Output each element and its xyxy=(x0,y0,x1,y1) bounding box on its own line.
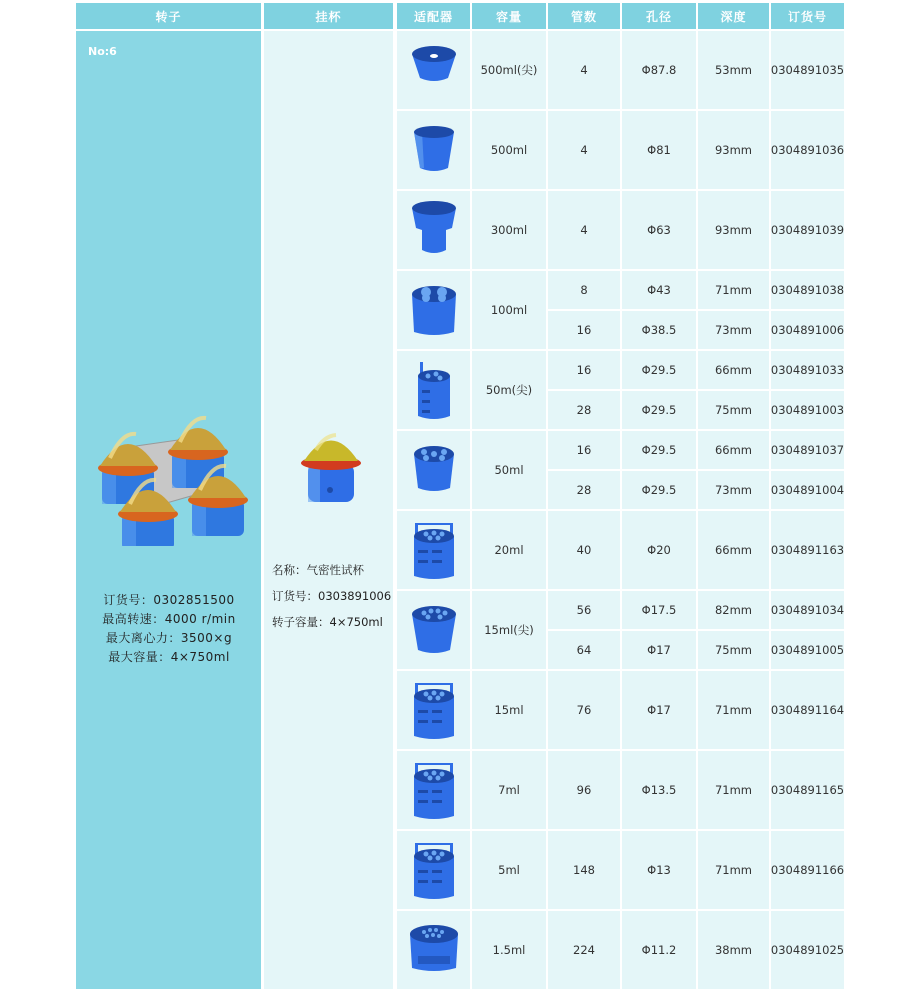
tubes-cell: 76 xyxy=(548,671,620,749)
bucket-info xyxy=(272,557,391,635)
tubes-cell: 4 xyxy=(548,111,620,189)
adapter-rack-4-icon xyxy=(398,272,470,348)
bore-cell: Φ13.5 xyxy=(622,751,696,829)
rotor-image xyxy=(76,386,261,546)
capacity-cell: 300ml xyxy=(472,191,546,269)
adapter-cone-tip-icon xyxy=(398,32,470,108)
order-number-cell: 0304891004 xyxy=(771,471,844,509)
capacity-cell: 500ml(尖) xyxy=(472,31,546,109)
order-number-cell: 0304891164 xyxy=(771,671,844,749)
adapter-image-8 xyxy=(397,671,470,749)
tubes-cell: 16 xyxy=(548,351,620,389)
bore-cell: Φ29.5 xyxy=(622,351,696,389)
adapter-image-11 xyxy=(397,911,470,989)
bore-cell: Φ17 xyxy=(622,671,696,749)
adapter-rack-handles-icon xyxy=(398,512,470,588)
order-number-cell: 0304891025 xyxy=(771,911,844,989)
depth-cell: 71mm xyxy=(698,671,769,749)
adapter-image-1 xyxy=(397,111,470,189)
bucket-info-line: 转子容量：4×750ml xyxy=(272,615,383,629)
adapter-rack-dense-icon xyxy=(398,912,470,988)
tubes-cell: 28 xyxy=(548,471,620,509)
adapter-rack-handles-icon xyxy=(398,672,470,748)
order-number-cell: 0304891003 xyxy=(771,391,844,429)
order-number-cell: 0304891163 xyxy=(771,511,844,589)
order-number-cell: 0304891034 xyxy=(771,591,844,629)
capacity-cell: 15ml(尖) xyxy=(472,591,546,669)
depth-cell: 93mm xyxy=(698,191,769,269)
bore-cell: Φ13 xyxy=(622,831,696,909)
bucket-image xyxy=(264,426,393,506)
adapter-image-9 xyxy=(397,751,470,829)
tubes-cell: 8 xyxy=(548,271,620,309)
header-capacity: 容量 xyxy=(472,3,546,29)
order-number-cell: 0304891038 xyxy=(771,271,844,309)
capacity-cell: 50ml xyxy=(472,431,546,509)
rotor-panel xyxy=(76,31,261,989)
order-number-cell: 0304891033 xyxy=(771,351,844,389)
tubes-cell: 56 xyxy=(548,591,620,629)
order-number-cell: 0304891005 xyxy=(771,631,844,669)
bore-cell: Φ43 xyxy=(622,271,696,309)
capacity-cell: 100ml xyxy=(472,271,546,349)
adapter-rack-7-icon xyxy=(398,432,470,508)
capacity-cell: 7ml xyxy=(472,751,546,829)
depth-cell: 66mm xyxy=(698,431,769,469)
header-bore: 孔径 xyxy=(622,3,696,29)
tubes-cell: 148 xyxy=(548,831,620,909)
adapter-rack-handles-icon xyxy=(398,752,470,828)
capacity-cell: 50m(尖) xyxy=(472,351,546,429)
rotor-info xyxy=(76,591,262,667)
adapter-cup-icon xyxy=(398,112,470,188)
bucket-info-line: 订货号：0303891006 xyxy=(272,589,392,603)
adapter-stepped-cup-icon xyxy=(398,192,470,268)
depth-cell: 93mm xyxy=(698,111,769,189)
bucket-info-line: 名称：气密性试杯 xyxy=(272,563,364,577)
bore-cell: Φ63 xyxy=(622,191,696,269)
bucket-panel xyxy=(264,31,393,989)
tubes-cell: 96 xyxy=(548,751,620,829)
capacity-cell: 15ml xyxy=(472,671,546,749)
depth-cell: 75mm xyxy=(698,631,769,669)
depth-cell: 66mm xyxy=(698,351,769,389)
order-number-cell: 0304891036 xyxy=(771,111,844,189)
rotor-info-line: 最大容量：4×750ml xyxy=(108,650,230,664)
depth-cell: 38mm xyxy=(698,911,769,989)
adapter-image-3 xyxy=(397,271,470,349)
depth-cell: 53mm xyxy=(698,31,769,109)
rotor-info-line: 订货号：0302851500 xyxy=(103,593,235,607)
bore-cell: Φ38.5 xyxy=(622,311,696,349)
header-tubes: 管数 xyxy=(548,3,620,29)
tubes-cell: 4 xyxy=(548,31,620,109)
depth-cell: 71mm xyxy=(698,271,769,309)
adapter-image-5 xyxy=(397,431,470,509)
capacity-cell: 500ml xyxy=(472,111,546,189)
depth-cell: 71mm xyxy=(698,751,769,829)
header-order: 订货号 xyxy=(771,3,844,29)
tubes-cell: 4 xyxy=(548,191,620,269)
capacity-cell: 20ml xyxy=(472,511,546,589)
bore-cell: Φ17.5 xyxy=(622,591,696,629)
adapter-image-6 xyxy=(397,511,470,589)
order-number-cell: 0304891035 xyxy=(771,31,844,109)
depth-cell: 75mm xyxy=(698,391,769,429)
rotor-info-line: 最高转速：4000 r/min xyxy=(102,612,236,626)
depth-cell: 73mm xyxy=(698,311,769,349)
order-number-cell: 0304891166 xyxy=(771,831,844,909)
depth-cell: 73mm xyxy=(698,471,769,509)
adapter-rack-cone-icon xyxy=(398,592,470,668)
header-bucket: 挂杯 xyxy=(264,3,393,29)
order-number-cell: 0304891006 xyxy=(771,311,844,349)
order-number-cell: 0304891037 xyxy=(771,431,844,469)
bore-cell: Φ20 xyxy=(622,511,696,589)
header-rotor: 转子 xyxy=(76,3,261,29)
rotor-info-line: 最大离心力：3500×g xyxy=(105,631,233,645)
bore-cell: Φ29.5 xyxy=(622,431,696,469)
tubes-cell: 16 xyxy=(548,311,620,349)
order-number-cell: 0304891039 xyxy=(771,191,844,269)
header-depth: 深度 xyxy=(698,3,769,29)
bore-cell: Φ29.5 xyxy=(622,391,696,429)
adapter-rack-6-tall-icon xyxy=(398,352,470,428)
bore-cell: Φ81 xyxy=(622,111,696,189)
adapter-image-10 xyxy=(397,831,470,909)
adapter-image-0 xyxy=(397,31,470,109)
bore-cell: Φ87.8 xyxy=(622,31,696,109)
adapter-image-7 xyxy=(397,591,470,669)
adapter-rack-handles-icon xyxy=(398,832,470,908)
depth-cell: 66mm xyxy=(698,511,769,589)
tubes-cell: 40 xyxy=(548,511,620,589)
bore-cell: Φ29.5 xyxy=(622,471,696,509)
depth-cell: 71mm xyxy=(698,831,769,909)
order-number-cell: 0304891165 xyxy=(771,751,844,829)
bore-cell: Φ11.2 xyxy=(622,911,696,989)
adapter-image-4 xyxy=(397,351,470,429)
capacity-cell: 5ml xyxy=(472,831,546,909)
tubes-cell: 64 xyxy=(548,631,620,669)
adapter-image-2 xyxy=(397,191,470,269)
capacity-cell: 1.5ml xyxy=(472,911,546,989)
header-adapter: 适配器 xyxy=(397,3,470,29)
tubes-cell: 224 xyxy=(548,911,620,989)
tubes-cell: 28 xyxy=(548,391,620,429)
depth-cell: 82mm xyxy=(698,591,769,629)
rotor-tag: No:6 xyxy=(88,45,117,58)
bore-cell: Φ17 xyxy=(622,631,696,669)
tubes-cell: 16 xyxy=(548,431,620,469)
